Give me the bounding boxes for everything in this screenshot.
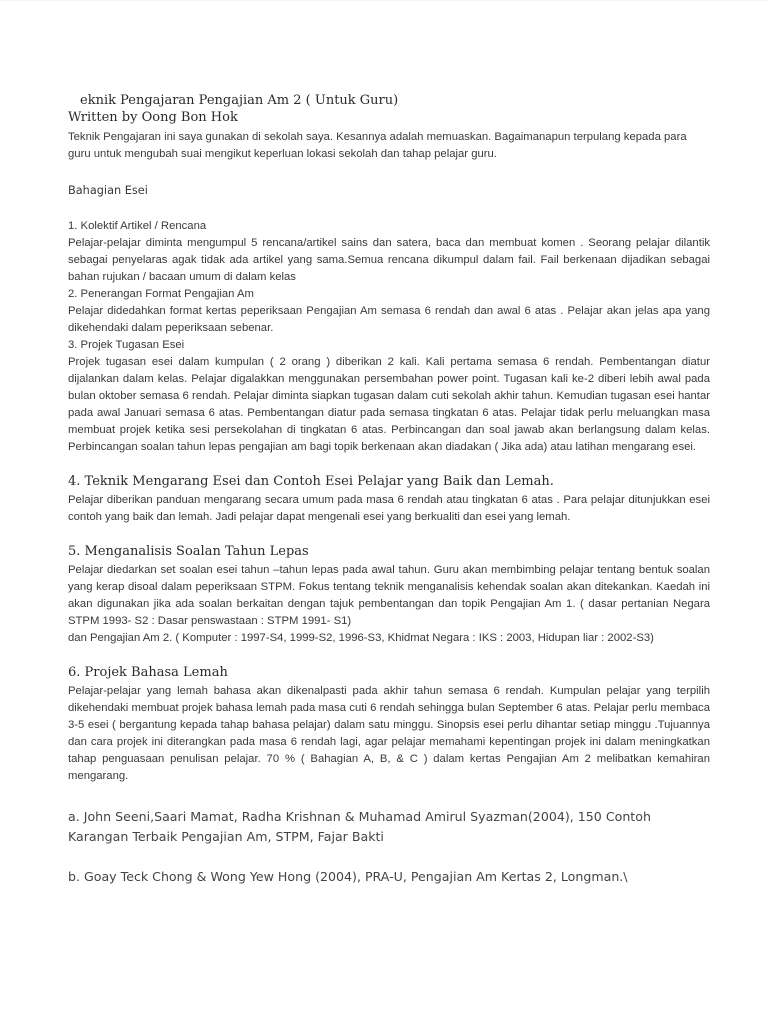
item-2-body: Pelajar didedahkan format kertas peperiksaan Pengajian Am semasa 6 rendah dan awal 6 atas . Pelajar akan jelas apa yang dikehendaki dalam peperiksaan sebenar. <box>68 305 710 334</box>
document-content <box>68 92 710 887</box>
section-5-body-continued: dan Pengajian Am 2. ( Komputer : 1997-S4, 1999-S2, 1996-S3, Khidmat Negara : IKS : 2003, Hidupan liar : 2002-S3) <box>68 632 654 644</box>
document-author: Written by Oong Bon Hok <box>68 110 238 125</box>
reference-a: a. John Seeni,Saari Mamat, Radha Krishnan & Muhamad Amirul Syazman(2004), 150 Contoh Karangan Terbaik Pengajian Am, STPM, Fajar Bakti <box>68 809 651 844</box>
item-1-body: Pelajar-pelajar diminta mengumpul 5 rencana/artikel sains dan satera, baca dan membuat komen . Seorang pelajar dilantik sebagai penyelaras agak tidak ada artikel yang sama.Semua rencana dikumpul dalam fail. Fail berkenaan dijadikan sebagai bahan rujukan / bacaan umum di dalam kelas <box>68 237 710 283</box>
page-top-edge <box>0 0 768 1</box>
section-4-heading: 4. Teknik Mengarang Esei dan Contoh Esei Pelajar yang Baik dan Lemah. <box>68 474 554 489</box>
section-label: Bahagian Esei <box>68 184 148 197</box>
intro-paragraph: Teknik Pengajaran ini saya gunakan di sekolah saya. Kesannya adalah memuaskan. Bagaimanapun terpulang kepada para guru untuk mengubah suai mengikut keperluan lokasi sekolah dan tahap pelajar guru. <box>68 131 687 160</box>
reference-b: b. Goay Teck Chong & Wong Yew Hong (2004), PRA-U, Pengajian Am Kertas 2, Longman.\ <box>68 869 628 884</box>
document-title: eknik Pengajaran Pengajian Am 2 ( Untuk Guru) <box>80 93 399 108</box>
section-5-heading: 5. Menganalisis Soalan Tahun Lepas <box>68 544 309 559</box>
item-3-body: Projek tugasan esei dalam kumpulan ( 2 orang ) diberikan 2 kali. Kali pertama semasa 6 rendah. Pembentangan diatur dijalankan dalam kelas. Pelajar digalakkan menggunakan persembahan power point. Tugasan kali ke-2 diberi lebih awal pada bulan oktober semasa 6 rendah. Pelajar diminta siapkan tugasan dalam cuti sekolah akhir tahun. Kemudian tugasan esei hantar pada awal Januari semasa 6 atas. Pembentangan diatur pada semasa tingkatan 6 atas. Pelajar tidak perlu meluangkan masa membuat projek ketika sesi persekolahan di tingkatan 6 atas. Perbincangan dan soal jawab akan berlangsung dalam kelas. Perbincangan soalan tahun lepas pengajian am bagi topik berkenaan akan diadakan ( Jika ada) atau latihan mengarang esei. <box>68 356 710 453</box>
section-6-heading: 6. Projek Bahasa Lemah <box>68 665 228 680</box>
item-1-heading: 1. Kolektif Artikel / Rencana <box>68 220 207 232</box>
section-6-body: Pelajar-pelajar yang lemah bahasa akan dikenalpasti pada akhir tahun semasa 6 rendah. Kumpulan pelajar yang terpilih dikehendaki membuat projek bahasa lemah pada masa cuti 6 rendah sehingga bulan September 6 atas. Pelajar perlu membaca 3-5 esei ( bergantung kepada tahap bahasa pelajar) dalam satu minggu. Sinopsis esei perlu dihantar setiap minggu .Tujuannya dan cara projek ini diterangkan pada masa 6 rendah lagi, agar pelajar memahami kepentingan projek ini dalam meningkatkan tahap penguasaan penulisan pelajar. 70 % ( Bahagian A, B, & C ) dalam kertas Pengajian Am 2 melibatkan kemahiran mengarang. <box>68 685 710 782</box>
item-3-heading: 3. Projek Tugasan Esei <box>68 339 185 351</box>
section-5-body: Pelajar diedarkan set soalan esei tahun –tahun lepas pada awal tahun. Guru akan membimbing pelajar tentang bentuk soalan yang kerap disoal dalam peperiksaan STPM. Fokus tentang teknik menganalisis kehendak soalan akan ditekankan. Kaedah ini akan digunakan jika ada soalan berkaitan dengan tajuk pembentangan dan topik Pengajian Am 1. ( dasar pertanian Negara STPM 1993- S2 : Dasar penswastaan : STPM 1991- S1) <box>68 564 710 627</box>
section-4-body: Pelajar diberikan panduan mengarang secara umum pada masa 6 rendah atau tingkatan 6 atas . Para pelajar ditunjukkan esei contoh yang baik dan lemah. Jadi pelajar dapat mengenali esei yang berkualiti dan esei yang lemah. <box>68 494 710 523</box>
item-2-heading: 2. Penerangan Format Pengajian Am <box>68 288 254 300</box>
